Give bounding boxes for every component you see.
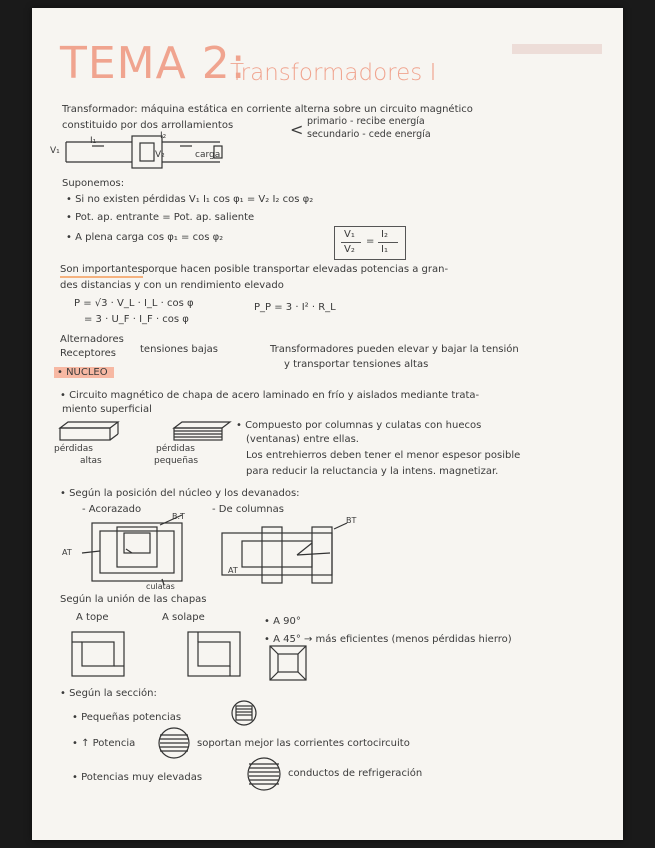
v2-label: V₂ <box>155 150 165 160</box>
perdidas-pequenas-1: pérdidas <box>156 444 195 454</box>
primario-label: primario - recibe energía <box>307 116 425 127</box>
intro-line-1: Transformador: máquina estática en corriente alterna sobre un circuito magnético <box>62 104 473 115</box>
ratio-i1: I₁ <box>381 244 388 255</box>
compuesto-line-2: (ventanas) entre ellas. <box>246 434 359 445</box>
page-subtitle: Transformadores I <box>230 60 437 86</box>
supuestos-item-2: • Pot. ap. entrante = Pot. ap. saliente <box>66 212 255 223</box>
receptores-label: Receptores <box>60 348 116 359</box>
columnas-label: - De columnas <box>212 504 284 515</box>
perdidas-pequenas-2: pequeñas <box>154 456 199 466</box>
a-tope-label: A tope <box>76 612 109 623</box>
formula-2: = 3 · U_F · I_F · cos φ <box>84 314 189 325</box>
compuesto-line-4: para reducir la reluctancia y la intens. magnetizar. <box>246 466 499 477</box>
bracket-glyph: < <box>290 120 304 139</box>
at-label-1: AT <box>62 548 72 557</box>
tape-strip <box>512 44 602 54</box>
section-medium-icon <box>152 726 196 760</box>
lamination-sketches <box>54 416 234 446</box>
seccion-muy: • Potencias muy elevadas <box>72 772 203 783</box>
formula-3: P_P = 3 · I² · R_L <box>254 302 336 313</box>
notebook-page <box>32 8 623 840</box>
a-solape-label: A solape <box>162 612 205 623</box>
ratio-bar-left <box>341 242 361 243</box>
joint-sketches <box>68 626 348 686</box>
page-title: TEMA 2: <box>60 38 247 89</box>
core-position-sketches <box>72 513 372 593</box>
seccion-alta-rest: soportan mejor las corrientes cortocircuito <box>197 738 410 749</box>
union-heading: Según la unión de las chapas <box>60 594 207 605</box>
supuestos-item-3: • A plena carga cos φ₁ = cos φ₂ <box>66 232 224 243</box>
ratio-v1: V₁ <box>344 229 355 240</box>
nucleo-item-1a: • Circuito magnético de chapa de acero laminado en frío y aislados mediante trata- <box>60 390 480 401</box>
ratio-v2: V₂ <box>344 244 355 255</box>
bt-label-1: B.T <box>172 512 185 521</box>
perdidas-altas-2: altas <box>80 456 102 466</box>
alternadores-label: Alternadores <box>60 334 124 345</box>
v1-label: V₁ <box>50 146 60 156</box>
compuesto-line-3: Los entrehierros deben tener el menor espesor posible <box>246 450 521 461</box>
compuesto-line-1: • Compuesto por columnas y culatas con huecos <box>236 420 482 431</box>
importantes-lead: Son importantes <box>60 264 143 278</box>
ratio-equals: = <box>366 236 375 247</box>
secundario-label: secundario - cede energía <box>307 129 431 140</box>
seccion-heading: • Según la sección: <box>60 688 157 699</box>
ratio-bar-right <box>378 242 398 243</box>
posicion-heading: • Según la posición del núcleo y los devanados: <box>60 488 300 499</box>
a45-label: • A 45° → más eficientes (menos pérdidas hierro) <box>264 634 512 645</box>
seccion-pequenas: • Pequeñas potencias <box>72 712 182 723</box>
acorazado-label: - Acorazado <box>82 504 142 515</box>
seccion-muy-rest: conductos de refrigeración <box>288 768 423 779</box>
at-label-2: AT <box>228 566 238 575</box>
i1-label: I₁ <box>90 136 97 146</box>
transformadores-line-2: y transportar tensiones altas <box>284 359 429 370</box>
section-large-icon <box>240 756 288 792</box>
tensiones-bajas: tensiones bajas <box>140 344 218 355</box>
supuestos-heading: Suponemos: <box>62 178 125 189</box>
formula-1: P = √3 · V_L · I_L · cos φ <box>74 298 194 309</box>
section-small-icon <box>228 698 268 728</box>
importantes-line-2: des distancias y con un rendimiento elevado <box>60 280 284 291</box>
culatas-label: culatas <box>146 582 175 591</box>
ratio-i2: I₂ <box>381 229 388 240</box>
bt-label-2: BT <box>346 516 357 525</box>
i2-label: I₂ <box>160 131 167 141</box>
supuestos-item-1: • Si no existen pérdidas V₁ I₁ cos φ₁ = V₂ I₂ cos φ₂ <box>66 194 314 205</box>
transformadores-line-1: Transformadores pueden elevar y bajar la tensión <box>270 344 519 355</box>
carga-label: carga <box>195 150 221 160</box>
ratio-box <box>334 226 406 260</box>
intro-line-2: constituido por dos arrollamientos <box>62 120 234 131</box>
nucleo-highlight: • NUCLEO <box>54 367 114 378</box>
perdidas-altas-1: pérdidas <box>54 444 93 454</box>
seccion-alta: • ↑ Potencia <box>72 738 136 749</box>
nucleo-item-1b: miento superficial <box>62 404 152 415</box>
a90-label: • A 90° <box>264 616 301 627</box>
importantes-line-1: porque hacen posible transportar elevadas potencias a gran- <box>142 264 449 275</box>
